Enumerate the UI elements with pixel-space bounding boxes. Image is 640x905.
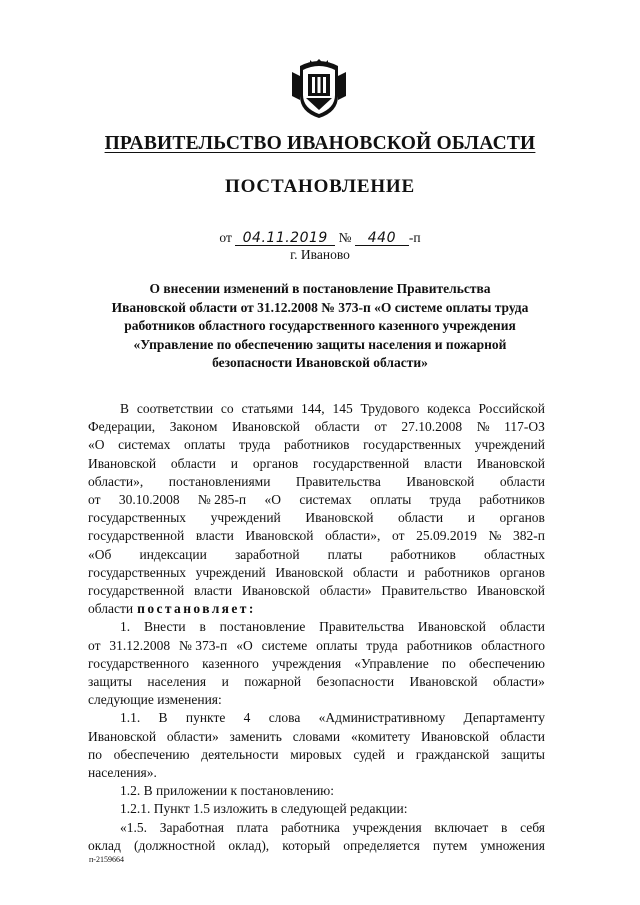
- text-line: населения».: [88, 765, 157, 781]
- word: Ивановской: [241, 583, 310, 599]
- word: от: [88, 492, 101, 508]
- word: индексации: [139, 546, 207, 562]
- paragraph-preamble: [88, 400, 545, 600]
- coat-of-arms-emblem: [288, 58, 350, 120]
- word: области: [499, 728, 545, 744]
- word: области: [398, 510, 444, 526]
- word: труда: [429, 492, 462, 508]
- title-line: безопасности Ивановской области»: [212, 355, 428, 370]
- text-line: [88, 709, 545, 727]
- word: №: [476, 419, 490, 435]
- word: работников: [283, 437, 350, 453]
- word: «О: [236, 637, 253, 653]
- decree-title: [60, 280, 580, 373]
- word: области»: [319, 583, 372, 599]
- word: области»: [493, 674, 545, 690]
- word: Ивановской: [231, 419, 300, 435]
- word: области»,: [325, 528, 381, 544]
- word: обеспечению: [469, 655, 545, 671]
- word: Правительства: [319, 619, 405, 635]
- text-line: [88, 564, 545, 582]
- word: оплаты: [316, 637, 358, 653]
- text-line: [88, 527, 545, 545]
- word: 144,: [301, 401, 325, 416]
- word: казенного: [202, 655, 259, 671]
- word: Ивановской: [476, 455, 545, 471]
- paragraph-item-1-2-1: 1.2.1. Пункт 1.5 изложить в следующей редакции:: [120, 801, 408, 817]
- word: мировых: [290, 746, 342, 762]
- word: органов: [252, 455, 299, 471]
- word: № 373-п: [179, 637, 228, 653]
- word: работников: [390, 546, 456, 562]
- word: работника: [281, 819, 340, 835]
- word: Департаменту: [463, 710, 545, 726]
- word: и: [230, 455, 239, 471]
- document-type-heading: ПОСТАНОВЛЕНИЕ: [225, 176, 415, 197]
- word: населения: [147, 674, 207, 690]
- resolves-word: постановляет:: [137, 601, 256, 617]
- text-line: [88, 509, 545, 527]
- word: области»: [166, 728, 219, 744]
- word: себя: [520, 819, 545, 835]
- word: Ивановской: [417, 619, 486, 635]
- word: учреждений: [195, 564, 266, 580]
- word: органов: [499, 564, 545, 580]
- word: «1.5.: [120, 819, 147, 835]
- word: умножения: [480, 837, 545, 853]
- word: области: [352, 564, 399, 580]
- text-line: [88, 491, 545, 509]
- word: обеспечению: [113, 746, 190, 762]
- word: области: [170, 455, 216, 471]
- word: и: [396, 746, 405, 762]
- word: (должностной: [133, 837, 216, 853]
- word: системах: [118, 437, 171, 453]
- text-line: [88, 637, 545, 655]
- word: плата: [236, 819, 269, 835]
- word: № 285-п: [197, 492, 247, 508]
- word: учреждения: [352, 819, 422, 835]
- word: работников: [406, 637, 473, 653]
- word: постановление: [219, 619, 306, 635]
- word: Правительства: [295, 473, 381, 489]
- word: словами: [292, 728, 341, 744]
- word: защиты: [501, 746, 545, 762]
- word: работников: [479, 492, 545, 508]
- word: Ивановской: [421, 728, 490, 744]
- word: от: [374, 419, 387, 435]
- word: путем: [432, 837, 468, 853]
- word: оплаты: [184, 437, 226, 453]
- word: труда: [238, 437, 271, 453]
- word: включает: [434, 819, 489, 835]
- title-line: О внесении изменений в постановление Правительства: [149, 281, 491, 296]
- word: областного: [481, 637, 545, 653]
- word: государственных: [88, 510, 187, 526]
- word: Ивановской: [275, 564, 344, 580]
- word: в: [199, 619, 206, 635]
- word: учреждений: [210, 510, 281, 526]
- word: платы: [327, 546, 363, 562]
- word: пожарной: [244, 674, 302, 690]
- word: Трудового: [360, 401, 420, 416]
- word: области: [314, 419, 360, 435]
- word: учреждения: [272, 655, 342, 671]
- government-name-heading: ПРАВИТЕЛЬСТВО ИВАНОВСКОЙ ОБЛАСТИ: [104, 133, 536, 154]
- word: власти: [194, 583, 233, 599]
- word: оклад: [88, 837, 121, 853]
- word: Федерации,: [88, 419, 156, 435]
- word: государственной: [88, 583, 185, 599]
- title-line: Ивановской области от 31.12.2008 № 373-п «О системе оплаты труда: [111, 299, 529, 315]
- word: «Административному: [318, 710, 446, 726]
- word: органов: [499, 510, 545, 526]
- word: Ивановской: [476, 583, 545, 599]
- word: Ивановской: [406, 473, 475, 489]
- word: системе: [261, 637, 308, 653]
- word: областных: [484, 546, 545, 562]
- word: 117-ОЗ: [504, 419, 545, 435]
- word: соответствии: [136, 401, 214, 416]
- text-line: [88, 673, 545, 691]
- word: Законом: [169, 419, 218, 435]
- word: по: [88, 746, 102, 762]
- text-line: [88, 728, 545, 746]
- word: постановлениями: [168, 473, 271, 489]
- word: 31.12.2008: [109, 637, 171, 653]
- word: Ивановской: [88, 728, 157, 744]
- text-line: [88, 819, 545, 837]
- text-line: [88, 746, 545, 764]
- word: В: [158, 710, 168, 726]
- word: в: [501, 819, 508, 835]
- text-line: [88, 546, 545, 564]
- word: Внести: [143, 619, 186, 635]
- word: власти: [195, 528, 234, 544]
- word: «Управление: [354, 655, 429, 671]
- word: Ивановской: [305, 510, 374, 526]
- word: государственной: [88, 528, 185, 544]
- word: системах: [299, 492, 352, 508]
- word: гражданской: [415, 746, 490, 762]
- word: государственных: [88, 564, 187, 580]
- paragraph-item-1-1: [88, 709, 545, 764]
- word: заработной: [234, 546, 300, 562]
- word: кодекса: [427, 401, 471, 416]
- decree-date: 04.11.2019: [235, 231, 335, 246]
- word: учреждений: [474, 437, 545, 453]
- document-id: п-2159664: [89, 855, 124, 864]
- word: оклад),: [228, 837, 270, 853]
- word: работников: [424, 564, 490, 580]
- word: и: [407, 564, 415, 580]
- word: «О: [264, 492, 281, 508]
- text-line: [88, 400, 545, 418]
- decree-number: 440: [355, 231, 409, 246]
- word: который: [282, 837, 331, 853]
- word: безопасности: [316, 674, 395, 690]
- word: от: [392, 528, 405, 544]
- word: от: [88, 637, 101, 653]
- date-number-line: от 04.11.2019 № 440 -п: [219, 230, 421, 246]
- word: со: [220, 401, 234, 416]
- word: 145: [332, 401, 353, 416]
- word: по: [441, 655, 456, 671]
- word: защиты: [88, 674, 132, 690]
- word: власти: [424, 455, 463, 471]
- text-line: [88, 582, 545, 600]
- text-line: [88, 455, 545, 473]
- word: «комитету: [350, 728, 411, 744]
- decree-body: [88, 400, 545, 855]
- text-line: следующие изменения:: [88, 692, 222, 708]
- text-line: [88, 618, 545, 636]
- word: «Об: [88, 546, 112, 562]
- word: государственного: [88, 655, 189, 671]
- word: деятельности: [201, 746, 279, 762]
- text-line: [88, 473, 545, 491]
- word: Ивановской: [409, 674, 478, 690]
- city-name: г. Иваново: [290, 247, 350, 262]
- paragraph-item-1-2: 1.2. В приложении к постановлению:: [120, 783, 335, 799]
- word: Заработная: [159, 819, 224, 835]
- word: Ивановской: [245, 528, 314, 544]
- word: 1.1.: [120, 710, 141, 726]
- word: Ивановской: [88, 455, 157, 471]
- word: «О: [88, 437, 105, 453]
- text-line: области постановляет:: [88, 600, 545, 618]
- word: 30.10.2008: [118, 492, 180, 508]
- paragraph-item-1-5: [88, 819, 545, 855]
- word: статьями: [241, 401, 294, 416]
- text-line: [88, 436, 545, 454]
- word: и: [221, 674, 229, 690]
- word: государственной: [313, 455, 410, 471]
- word: труда: [366, 637, 398, 653]
- word: слова: [268, 710, 301, 726]
- paragraph-item-1: [88, 618, 545, 691]
- word: 27.10.2008: [401, 419, 463, 435]
- word: 382-п: [512, 528, 545, 544]
- title-line: «Управление по обеспечению защиты населения и пожарной: [133, 336, 507, 352]
- word: Правительство: [381, 583, 468, 599]
- word: области: [499, 619, 545, 635]
- word: пункте: [185, 710, 226, 726]
- word: области: [499, 473, 545, 489]
- title-line: работников областного государственного казенного учреждения: [124, 318, 516, 333]
- text-line: [88, 418, 545, 436]
- word: 1.: [120, 619, 131, 635]
- word: государственных: [363, 437, 462, 453]
- word: №: [488, 528, 502, 544]
- word: и: [467, 510, 475, 526]
- word: 4: [243, 710, 251, 726]
- text-line: [88, 655, 545, 673]
- word: 25.09.2019: [416, 528, 477, 544]
- word: В: [120, 401, 130, 416]
- word: судей: [353, 746, 386, 762]
- word: области»,: [88, 473, 144, 489]
- text-line: [88, 837, 545, 855]
- word: определяется: [343, 837, 420, 853]
- word: оплаты: [369, 492, 412, 508]
- word: Российской: [478, 401, 545, 416]
- word: заменить: [229, 728, 282, 744]
